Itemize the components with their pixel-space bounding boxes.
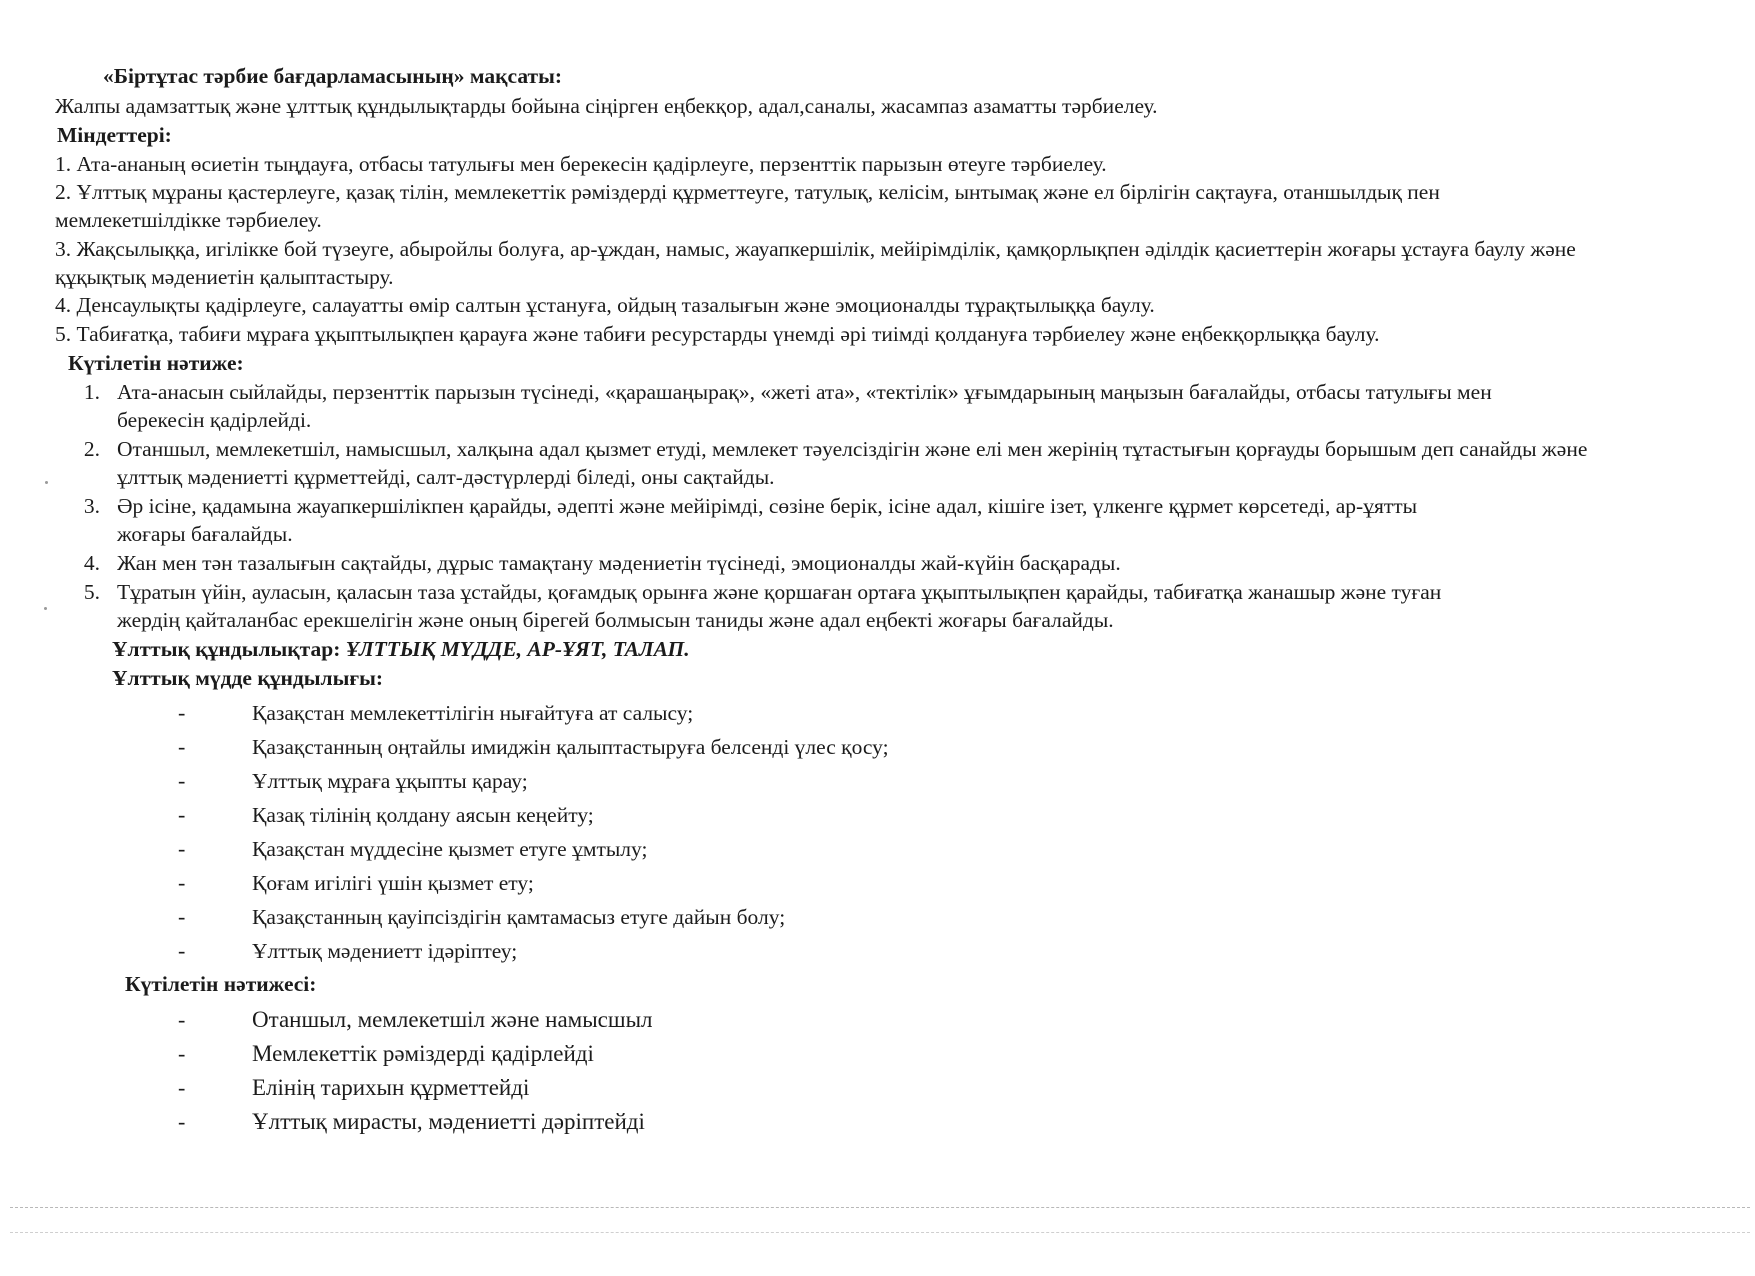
expected-item-continuation: жоғары бағалайды.	[117, 522, 293, 546]
interest-item: Ұлттық мәдениетт ідәріптеу;	[252, 939, 518, 963]
result-item: Отаншыл, мемлекетшіл және намысшыл	[252, 1007, 653, 1032]
expected-item-number: 4.	[83, 551, 100, 575]
result-item: Ұлттық мирасты, мәдениетті дәріптейді	[252, 1109, 645, 1134]
expected-item: Жан мен тән тазалығын сақтайды, дұрыс тамақтану мәдениетін түсінеді, эмоционалды жай-күйін басқарады.	[117, 551, 1121, 575]
result-item: Мемлекеттік рәміздерді қадірлейді	[252, 1041, 594, 1066]
interest-heading: Ұлттық мүдде құндылығы:	[112, 666, 384, 690]
expected-heading: Күтілетін нәтиже:	[68, 351, 244, 375]
national-values-list: ҰЛТТЫҚ МҮДДЕ, АР-ҰЯТ, ТАЛАП.	[345, 637, 690, 661]
national-values-line	[112, 635, 690, 663]
task-item-continuation: құқықтық мәдениетін қалыптастыру.	[55, 265, 394, 289]
bullet-dash: -	[178, 1075, 186, 1100]
expected-item-continuation: ұлттық мәдениетті құрметтейді, салт-дәстүрлерді біледі, оны сақтайды.	[117, 465, 775, 489]
expected-item-number: 5.	[83, 580, 100, 604]
bullet-dash: -	[178, 1007, 186, 1032]
expected-item-number: 2.	[83, 437, 100, 461]
task-item: 3. Жақсылыққа, игілікке бой түзеуге, абыройлы болуға, ар-ұждан, намыс, жауапкершілік, мейірімділік, қамқорлықпен әділдік қасиеттерін жоғары ұстауға баулу және	[55, 237, 1576, 261]
expected-item: Әр ісіне, қадамына жауапкершілікпен қарайды, әдепті және мейірімді, сөзіне берік, ісіне адал, кішіге ізет, үлкенге құрмет көрсетеді, ар-ұятты	[117, 494, 1418, 518]
scan-edge-line	[10, 1232, 1750, 1233]
task-item: 5. Табиғатқа, табиғи мұраға ұқыптылықпен қарауға және табиғи ресурстарды үнемді әрі тиімді қолдануға тәрбиелеу және еңбекқорлыққа баулу.	[55, 322, 1380, 346]
national-values-label: Ұлттық құндылықтар:	[112, 637, 346, 661]
tasks-heading: Міндеттері:	[57, 123, 172, 147]
interest-item: Қазақстан мүддесіне қызмет етуге ұмтылу;	[252, 837, 648, 861]
bullet-dash: -	[178, 836, 186, 861]
interest-item: Қазақ тілінің қолдану аясын кеңейту;	[252, 803, 594, 827]
interest-item: Қоғам игілігі үшін қызмет ету;	[252, 871, 534, 895]
interest-item: Қазақстан мемлекеттілігін нығайтуға ат салысу;	[252, 701, 694, 725]
bullet-dash: -	[178, 1041, 186, 1066]
expected-item: Отаншыл, мемлекетшіл, намысшыл, халқына адал қызмет етуді, мемлекет тәуелсіздігін және елі мен жерінің тұтастығын қорғауды борышым деп санайды және	[117, 437, 1588, 461]
bullet-dash: -	[178, 1109, 186, 1134]
task-item: 1. Ата-ананың өсиетін тыңдауға, отбасы татулығы мен берекесін қадірлеуге, перзенттік парызын өтеуге тәрбиелеу.	[55, 152, 1107, 176]
expected-item-number: 1.	[83, 380, 100, 404]
goal-heading: «Біртұтас тәрбие бағдарламасының» мақсаты:	[103, 64, 563, 88]
scan-speck	[44, 607, 47, 610]
bullet-dash: -	[178, 768, 186, 793]
bullet-dash: -	[178, 802, 186, 827]
expected-item: Ата-анасын сыйлайды, перзенттік парызын түсінеді, «қарашаңырақ», «жеті ата», «тектілік» ұғымдарының маңызын бағалайды, отбасы татулығы мен	[117, 380, 1492, 404]
goal-text: Жалпы адамзаттық және ұлттық құндылықтарды бойына сіңірген еңбекқор, адал,саналы, жасампаз азаматты тәрбиелеу.	[55, 94, 1158, 118]
expected-item: Тұратын үйін, ауласын, қаласын таза ұстайды, қоғамдық орынға және қоршаған ортаға ұқыптылықпен қарайды, табиғатқа жанашыр және туған	[117, 580, 1442, 604]
bullet-dash: -	[178, 904, 186, 929]
expected-item-continuation: жердің қайталанбас ерекшелігін және оның бірегей болмысын таниды және адал еңбекті жоғары бағалайды.	[117, 608, 1114, 632]
task-item-continuation: мемлекетшілдікке тәрбиелеу.	[55, 208, 322, 232]
results-heading: Күтілетін нәтижесі:	[125, 972, 317, 996]
expected-item-continuation: берекесін қадірлейді.	[117, 408, 312, 432]
expected-item-number: 3.	[83, 494, 100, 518]
interest-item: Қазақстанның қауіпсіздігін қамтамасыз етуге дайын болу;	[252, 905, 786, 929]
bullet-dash: -	[178, 734, 186, 759]
task-item: 4. Денсаулықты қадірлеуге, салауатты өмір салтын ұстануға, ойдың тазалығын және эмоционалды тұрақтылыққа баулу.	[55, 293, 1155, 317]
result-item: Елінің тарихын құрметтейді	[252, 1075, 530, 1100]
bullet-dash: -	[178, 870, 186, 895]
interest-item: Қазақстанның оңтайлы имиджін қалыптастыруға белсенді үлес қосу;	[252, 735, 889, 759]
task-item: 2. Ұлттық мұраны қастерлеуге, қазақ тілін, мемлекеттік рәміздерді құрметтеуге, татулық, келісім, ынтымақ және ел бірлігін сақтауға, отаншылдық пен	[55, 180, 1440, 204]
interest-item: Ұлттық мұраға ұқыпты қарау;	[252, 769, 528, 793]
scan-edge-line	[10, 1207, 1750, 1208]
bullet-dash: -	[178, 700, 186, 725]
scan-speck	[45, 481, 48, 484]
bullet-dash: -	[178, 938, 186, 963]
